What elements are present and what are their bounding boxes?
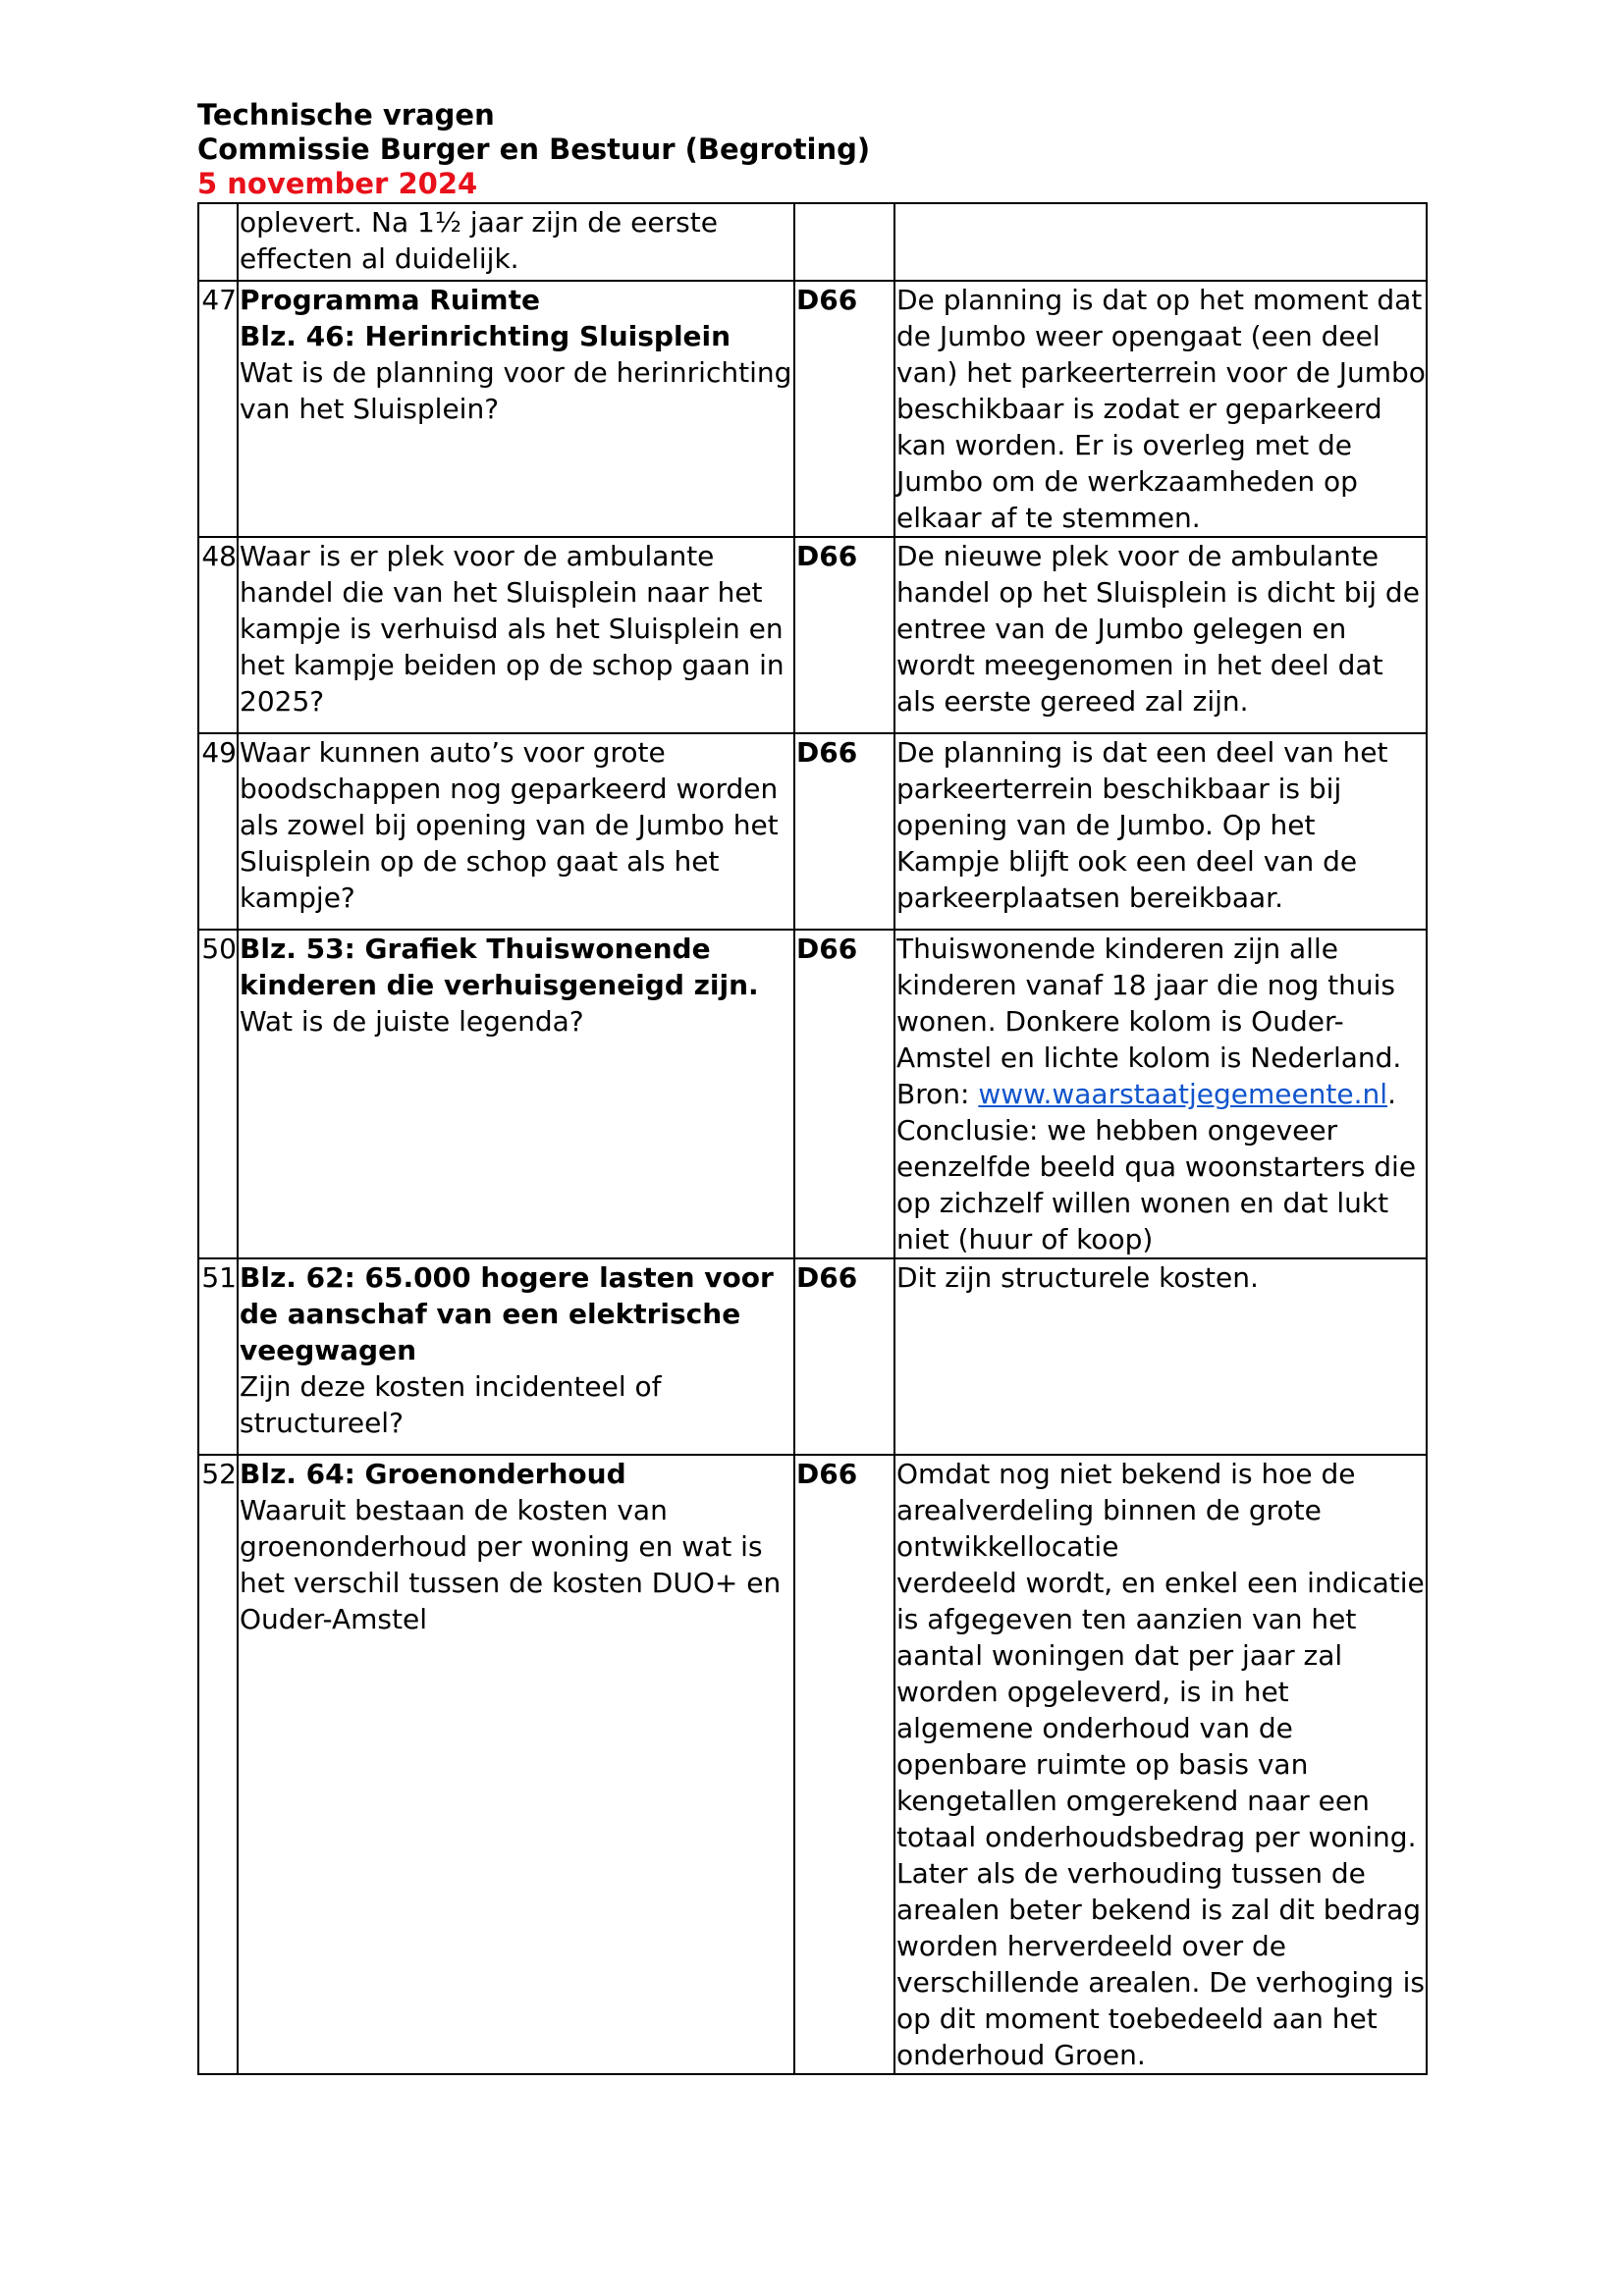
question-text: Waar is er plek voor de ambulante handel die van het Sluisplein naar het kampje is verhuisd als het Sluisplein en het kampje beiden op de schop gaan in 2025? <box>240 540 785 718</box>
question-number <box>198 203 238 281</box>
table-row <box>198 203 1427 281</box>
table-row <box>198 281 1427 537</box>
party-cell: D66 <box>794 930 894 1258</box>
answer-text: verdeeld wordt, en enkel een indicatie is afgegeven ten aanzien van het aantal woningen dat per jaar zal worden opgeleverd, is in het algemene onderhoud van de openbare ruimte op basis van kengetallen omgerekend naar een totaal onderhoudsbedrag per woning. Later als de verhouding tussen de arealen beter bekend is zal dit bedrag worden herverdeeld over de verschillende arealen. De verhoging is op dit moment toebedeeld aan het onderhoud Groen. <box>896 1567 1425 2071</box>
answer-cell: Dit zijn structurele kosten. <box>894 1258 1427 1455</box>
party-cell: D66 <box>794 733 894 930</box>
question-cell <box>238 203 794 281</box>
source-link[interactable]: www.waarstaatjegemeente.nl <box>978 1078 1388 1110</box>
party-cell <box>794 203 894 281</box>
answer-text: Thuiswonende kinderen zijn alle kinderen vanaf 18 jaar die nog thuis wonen. Donkere kolom is Ouder-Amstel en lichte kolom is Nederland. Bron: <box>896 933 1402 1110</box>
document-header <box>197 98 870 201</box>
table-row <box>198 930 1427 1258</box>
question-cell <box>238 281 794 537</box>
answer-cell: De planning is dat een deel van het parkeerterrein beschikbaar is bij opening van de Jumbo. Op het Kampje blijft ook een deel van de parkeerplaatsen bereikbaar. <box>894 733 1427 930</box>
answer-cell <box>894 1455 1427 2074</box>
question-number: 52 <box>198 1455 238 2074</box>
answer-conclusion: Conclusie: we hebben ongeveer eenzelfde beeld qua woonstarters die op zichzelf willen wonen en dat lukt niet (huur of koop) <box>896 1114 1417 1255</box>
question-text: Waar kunnen auto’s voor grote boodschappen nog geparkeerd worden als zowel bij opening van de Jumbo het Sluisplein op de schop gaat als het kampje? <box>240 736 779 914</box>
answer-cell <box>894 203 1427 281</box>
question-text: Waaruit bestaan de kosten van groenonderhoud per woning en wat is het verschil tussen de kosten DUO+ en Ouder-Amstel <box>240 1494 782 1635</box>
question-title: Blz. 62: 65.000 hogere lasten voor de aanschaf van een elektrische veegwagen <box>240 1261 774 1366</box>
table-row <box>198 733 1427 930</box>
question-number: 49 <box>198 733 238 930</box>
table-row <box>198 1258 1427 1455</box>
party-cell: D66 <box>794 537 894 733</box>
question-number: 47 <box>198 281 238 537</box>
table-row <box>198 537 1427 733</box>
question-title: Blz. 53: Grafiek Thuiswonende kinderen die verhuisgeneigd zijn. <box>240 933 759 1001</box>
table-row <box>198 1455 1427 2074</box>
question-cell <box>238 1455 794 2074</box>
party-cell: D66 <box>794 1258 894 1455</box>
answer-punctuation: . <box>1387 1078 1396 1110</box>
question-title: Programma Ruimte <box>240 284 540 316</box>
answer-cell: De nieuwe plek voor de ambulante handel op het Sluisplein is dicht bij de entree van de Jumbo gelegen en wordt meegenomen in het deel dat als eerste gereed zal zijn. <box>894 537 1427 733</box>
question-cell <box>238 537 794 733</box>
answer-text: Omdat nog niet bekend is hoe de arealverdeling binnen de grote ontwikkellocatie <box>896 1458 1356 1563</box>
question-text: Wat is de juiste legenda? <box>240 1005 584 1038</box>
party-cell: D66 <box>794 1455 894 2074</box>
question-title: Blz. 64: Groenonderhoud <box>240 1458 626 1490</box>
questions-table <box>197 202 1428 2075</box>
question-number: 51 <box>198 1258 238 1455</box>
question-text: Wat is de planning voor de herinrichting van het Sluisplein? <box>240 356 792 425</box>
question-text: Zijn deze kosten incidenteel of structureel? <box>240 1370 662 1439</box>
answer-cell <box>894 930 1427 1258</box>
question-subtitle: Blz. 46: Herinrichting Sluisplein <box>240 320 731 352</box>
question-number: 48 <box>198 537 238 733</box>
question-number: 50 <box>198 930 238 1258</box>
header-date: 5 november 2024 <box>197 167 478 200</box>
header-committee: Commissie Burger en Bestuur (Begroting) <box>197 133 871 166</box>
question-cell <box>238 1258 794 1455</box>
header-title: Technische vragen <box>197 98 495 132</box>
question-cell <box>238 930 794 1258</box>
party-cell: D66 <box>794 281 894 537</box>
question-text: oplevert. Na 1½ jaar zijn de eerste effecten al duidelijk. <box>240 206 718 275</box>
answer-cell: De planning is dat op het moment dat de Jumbo weer opengaat (een deel van) het parkeerterrein voor de Jumbo beschikbaar is zodat er geparkeerd kan worden. Er is overleg met de Jumbo om de werkzaamheden op elkaar af te stemmen. <box>894 281 1427 537</box>
question-cell <box>238 733 794 930</box>
